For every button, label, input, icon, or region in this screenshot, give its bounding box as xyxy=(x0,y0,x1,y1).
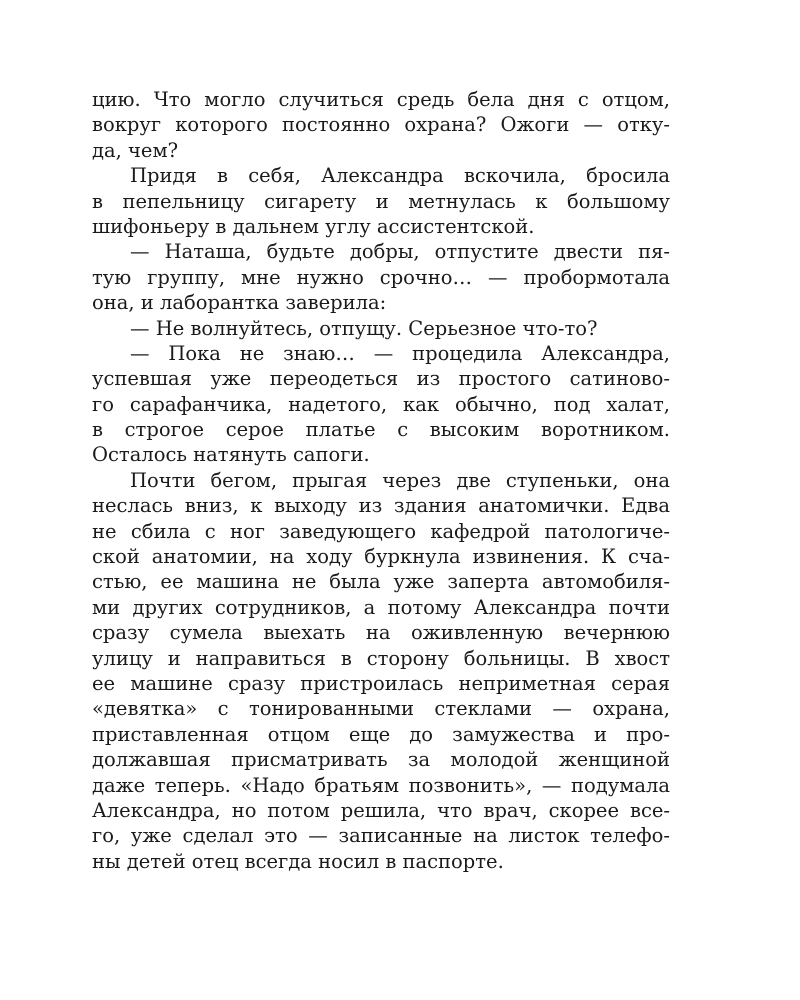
text-line: цию. Что могло случиться средь бела дня с отцом, xyxy=(92,88,670,111)
text-line: да, чем? xyxy=(92,138,179,162)
text-line: Осталось натянуть сапоги. xyxy=(92,443,370,467)
text-line: улицу и направиться в сторону больницы. В хвост xyxy=(92,646,670,670)
text-line: не сбила с ног заведующего кафедрой патологиче- xyxy=(92,519,670,543)
text-line: «девятка» с тонированными стеклами — охрана, xyxy=(92,697,670,721)
text-line: неслась вниз, к выходу из здания анатомички. Едва xyxy=(92,494,670,518)
text-line: даже теперь. «Надо братьям позвонить», — подумала xyxy=(92,773,670,797)
text-line: сразу сумела выехать на оживленную вечернюю xyxy=(92,621,670,645)
text-line: ской анатомии, на ходу буркнула извинения. К сча- xyxy=(92,545,670,569)
text-line: ны детей отец всегда носил в паспорте. xyxy=(92,849,504,873)
text-line: тую группу, мне нужно срочно… — пробормотала xyxy=(92,265,670,289)
paragraph-first-line: — Наташа, будьте добры, отпустите двести пя- xyxy=(130,240,670,264)
text-line: она, и лаборантка заверила: xyxy=(92,291,387,315)
text-line: ми других сотрудников, а потому Александра почти xyxy=(92,595,670,619)
text-line: ее машине сразу пристроилась неприметная серая xyxy=(92,671,670,695)
text-line: приставленная отцом еще до замужества и про- xyxy=(92,722,670,746)
paragraph-first-line: Придя в себя, Александра вскочила, бросила xyxy=(130,164,670,188)
text-line: должавшая присматривать за молодой женщиной xyxy=(92,748,670,772)
page-text xyxy=(92,87,670,874)
text-line: го сарафанчика, надетого, как обычно, под халат, xyxy=(92,392,670,416)
text-line: го, уже сделал это — записанные на листок телефо- xyxy=(92,824,670,848)
text-line: шифоньеру в дальнем углу ассистентской. xyxy=(92,214,535,238)
text-line: вокруг которого постоянно охрана? Ожоги — отку- xyxy=(92,113,670,137)
text-line: в пепельницу сигарету и метнулась к большому xyxy=(92,189,670,213)
text-line: в строгое серое платье с высоким воротником. xyxy=(92,418,670,442)
paragraph-first-line: — Не волнуйтесь, отпущу. Серьезное что-то? xyxy=(130,316,598,340)
text-line: успевшая уже переодеться из простого сатиново- xyxy=(92,367,670,391)
text-line: стью, ее машина не была уже заперта автомобиля- xyxy=(92,570,670,594)
text-line: Александра, но потом решила, что врач, скорее все- xyxy=(92,798,670,822)
paragraph-first-line: Почти бегом, прыгая через две ступеньки, она xyxy=(130,468,670,492)
paragraph-first-line: — Пока не знаю… — процедила Александра, xyxy=(130,341,670,365)
